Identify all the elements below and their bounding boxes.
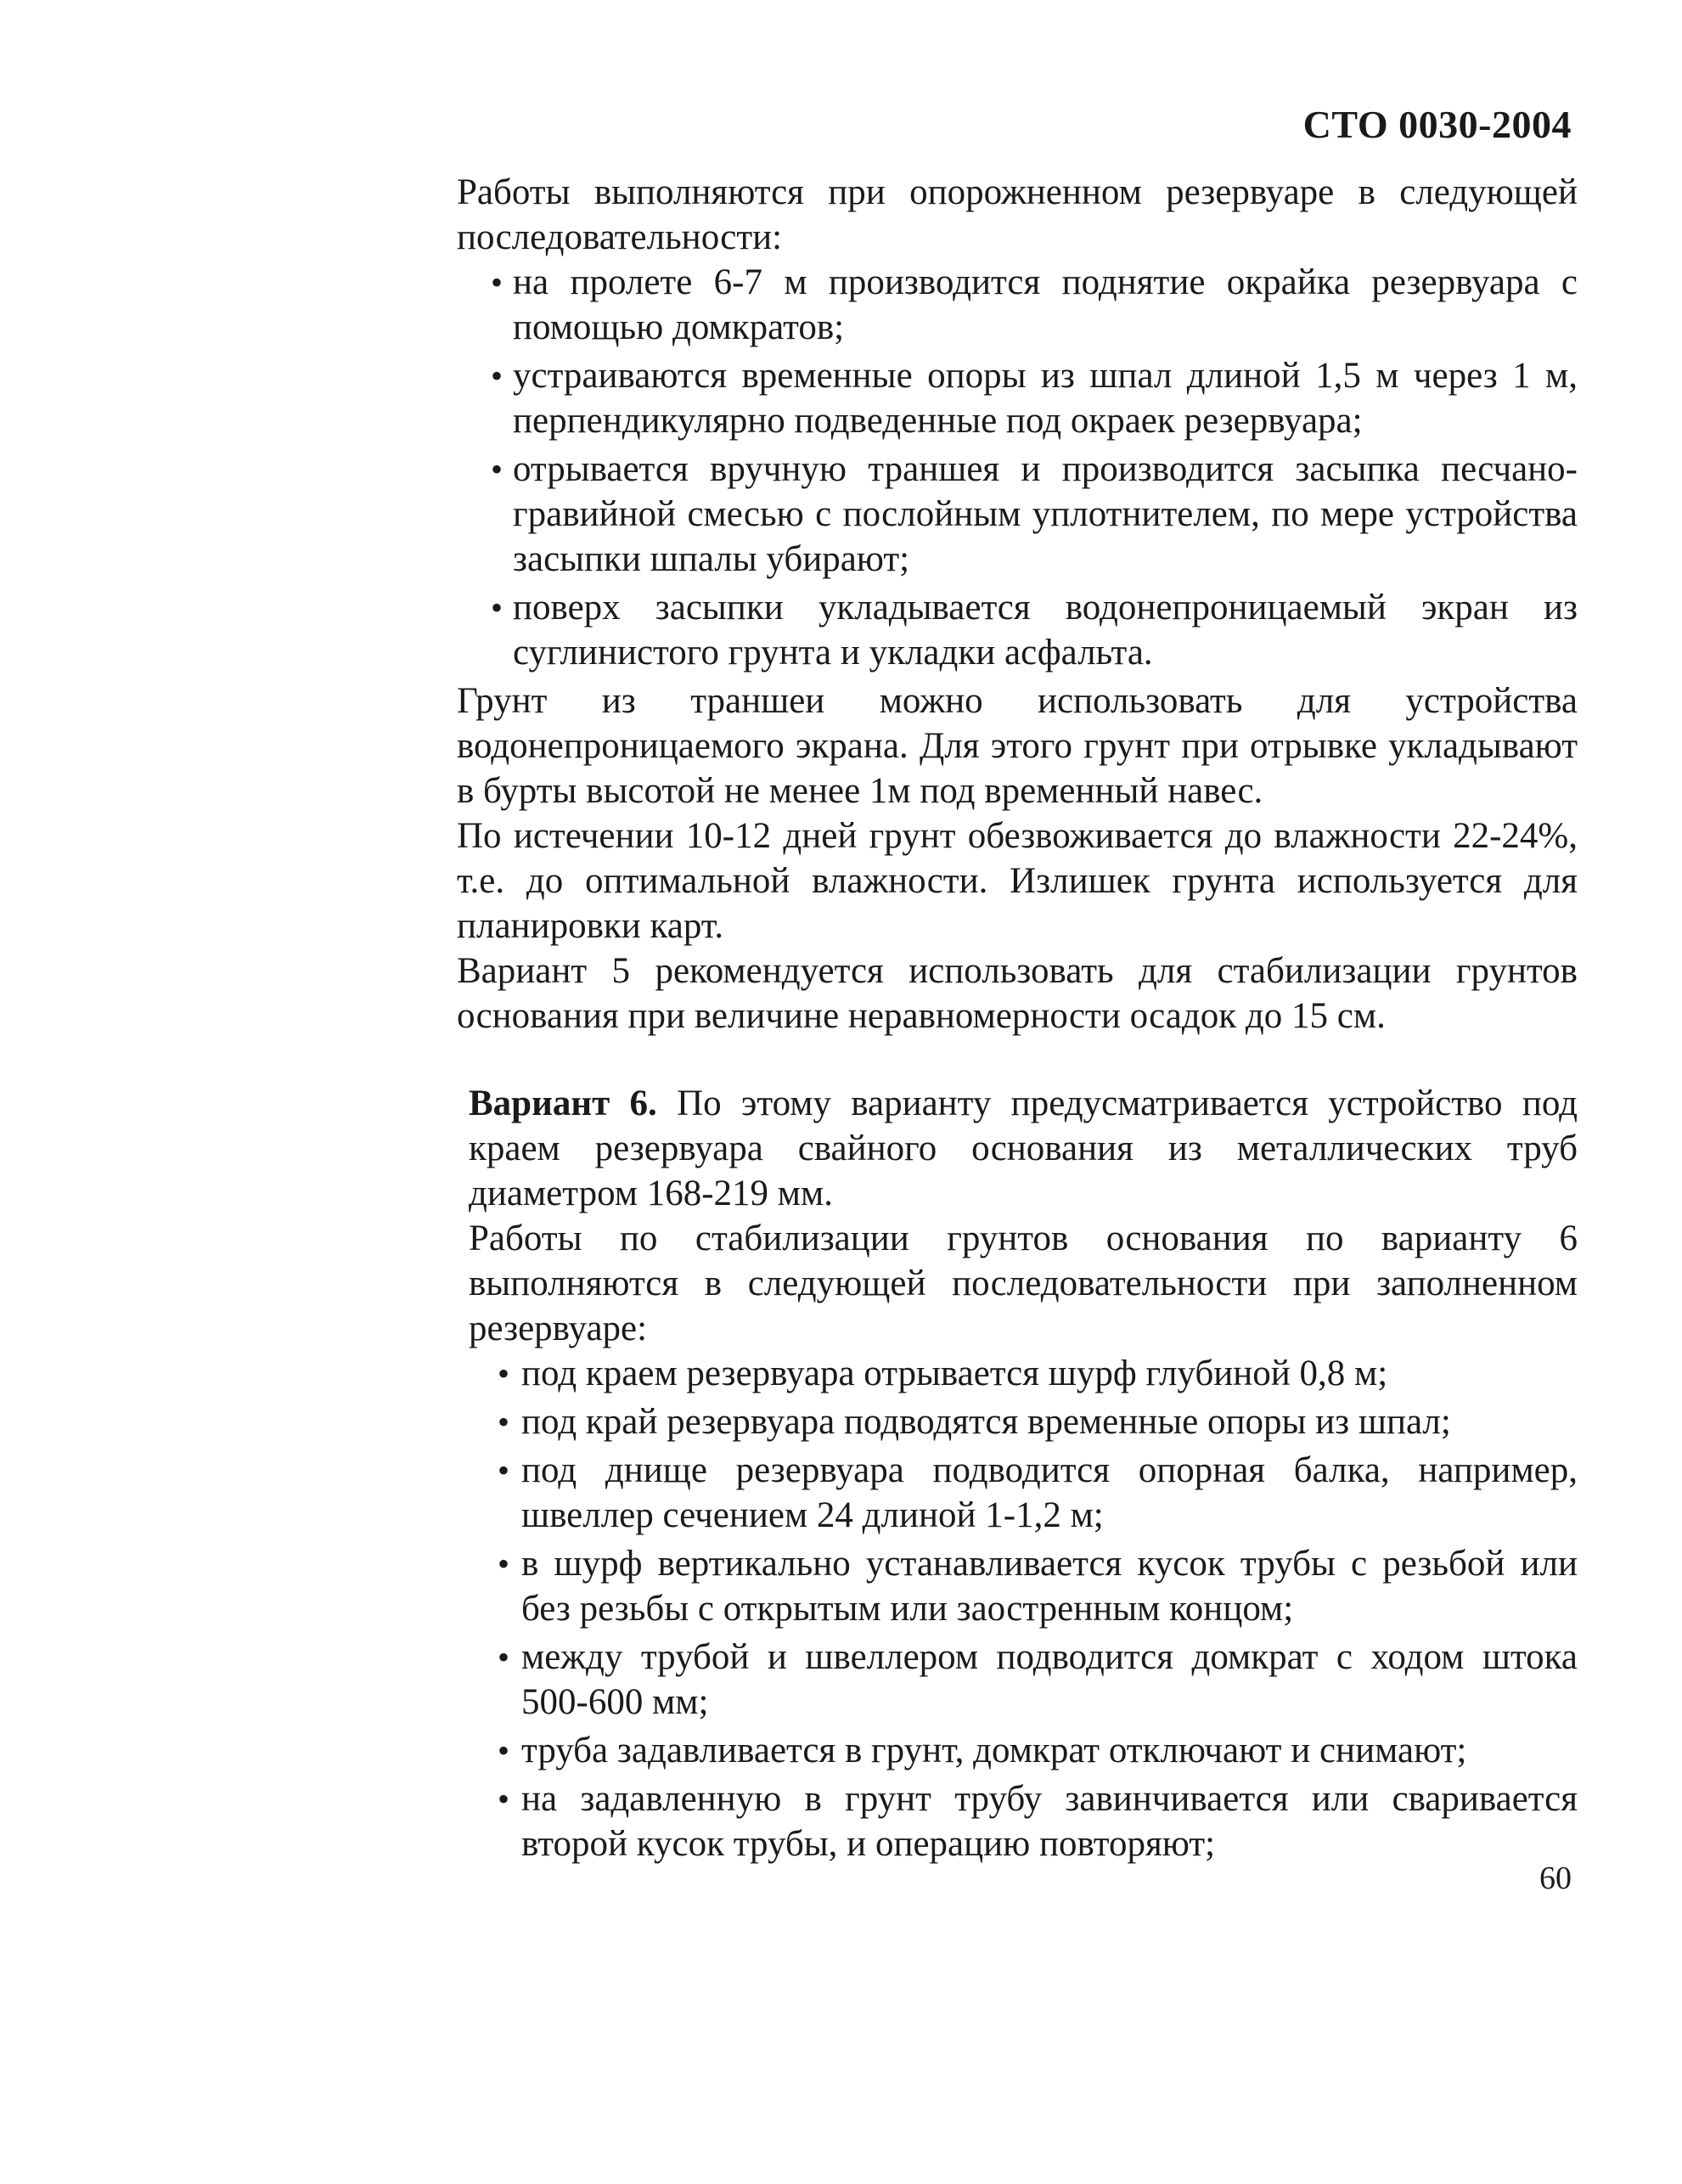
section2-intro: Работы по стабилизации грунтов основания по варианту 6 выполняются в следующей последовательности при заполненном резервуаре: bbox=[469, 1219, 1578, 1348]
bullet-icon: • bbox=[498, 1403, 510, 1441]
list-item bbox=[457, 1399, 1578, 1444]
list-item bbox=[457, 585, 1578, 675]
list-item bbox=[457, 1541, 1578, 1631]
section1-list bbox=[457, 260, 1578, 675]
list-item-text: отрывается вручную траншея и производится засыпка песчано-гравийной смесью с послойным уплотнителем, по мере устройства засыпки шпалы убирают; bbox=[513, 449, 1578, 579]
bullet-icon: • bbox=[491, 263, 503, 301]
variant6-heading: Вариант 6. bbox=[469, 1084, 657, 1123]
bullet-icon: • bbox=[498, 1780, 510, 1818]
list-item bbox=[457, 1728, 1578, 1773]
list-item-text: в шурф вертикально устанавливается кусок трубы с резьбой или без резьбы с открытым или заостренным концом; bbox=[521, 1544, 1578, 1629]
bullet-icon: • bbox=[498, 1731, 510, 1770]
bullet-icon: • bbox=[498, 1545, 510, 1583]
section1-intro: Работы выполняются при опорожненном резервуаре в следующей последовательности: bbox=[457, 172, 1578, 257]
section-spacer bbox=[457, 1039, 1578, 1081]
variant6-text: По этому варианту предусматривается устройство под краем резервуара свайного основания из металлических труб диаметром 168-219 мм. bbox=[469, 1084, 1578, 1213]
bullet-icon: • bbox=[491, 357, 503, 395]
list-item bbox=[457, 1776, 1578, 1866]
section1-paragraph: Грунт из траншеи можно использовать для устройства водонепроницаемого экрана. Для этого грунт при отрывке укладывают в бурты высотой не менее 1м под временный навес. bbox=[457, 681, 1578, 811]
page-content bbox=[457, 170, 1578, 1870]
list-item bbox=[457, 1635, 1578, 1725]
list-item-text: устраиваются временные опоры из шпал длиной 1,5 м через 1 м, перпендикулярно подведенные под окраек резервуара; bbox=[513, 356, 1578, 441]
list-item-text: между трубой и швеллером подводится домкрат с ходом штока 500-600 мм; bbox=[521, 1637, 1578, 1722]
list-item-text: на пролете 6-7 м производится поднятие окрайка резервуара с помощью домкратов; bbox=[513, 262, 1578, 347]
bullet-icon: • bbox=[498, 1451, 510, 1489]
list-item-text: под край резервуара подводятся временные опоры из шпал; bbox=[521, 1402, 1451, 1442]
bullet-icon: • bbox=[498, 1354, 510, 1393]
list-item-text: под днище резервуара подводится опорная балка, например, швеллер сечением 24 длиной 1-1,2 м; bbox=[521, 1450, 1578, 1535]
section2-list bbox=[457, 1351, 1578, 1866]
section1-paragraph: Вариант 5 рекомендуется использовать для стабилизации грунтов основания при величине неравномерности осадок до 15 см. bbox=[457, 951, 1578, 1036]
list-item-text: поверх засыпки укладывается водонепроницаемый экран из суглинистого грунта и укладки асфальта. bbox=[513, 588, 1578, 673]
section1-paragraph: По истечении 10-12 дней грунт обезвоживается до влажности 22-24%, т.е. до оптимальной влажности. Излишек грунта используется для планировки карт. bbox=[457, 816, 1578, 946]
list-item bbox=[457, 1351, 1578, 1396]
bullet-icon: • bbox=[491, 588, 503, 627]
list-item bbox=[457, 260, 1578, 350]
document-code: СТО 0030-2004 bbox=[1302, 103, 1572, 146]
list-item bbox=[457, 1448, 1578, 1538]
variant6-paragraph bbox=[457, 1081, 1578, 1216]
bullet-icon: • bbox=[498, 1638, 510, 1676]
list-item-text: под краем резервуара отрывается шурф глубиной 0,8 м; bbox=[521, 1354, 1388, 1393]
bullet-icon: • bbox=[491, 450, 503, 488]
list-item bbox=[457, 447, 1578, 582]
list-item bbox=[457, 353, 1578, 443]
page-number: 60 bbox=[1539, 1860, 1572, 1896]
list-item-text: труба задавливается в грунт, домкрат отключают и снимают; bbox=[521, 1731, 1467, 1770]
list-item-text: на задавленную в грунт трубу завинчивается или сваривается второй кусок трубы, и операцию повторяют; bbox=[521, 1779, 1578, 1864]
